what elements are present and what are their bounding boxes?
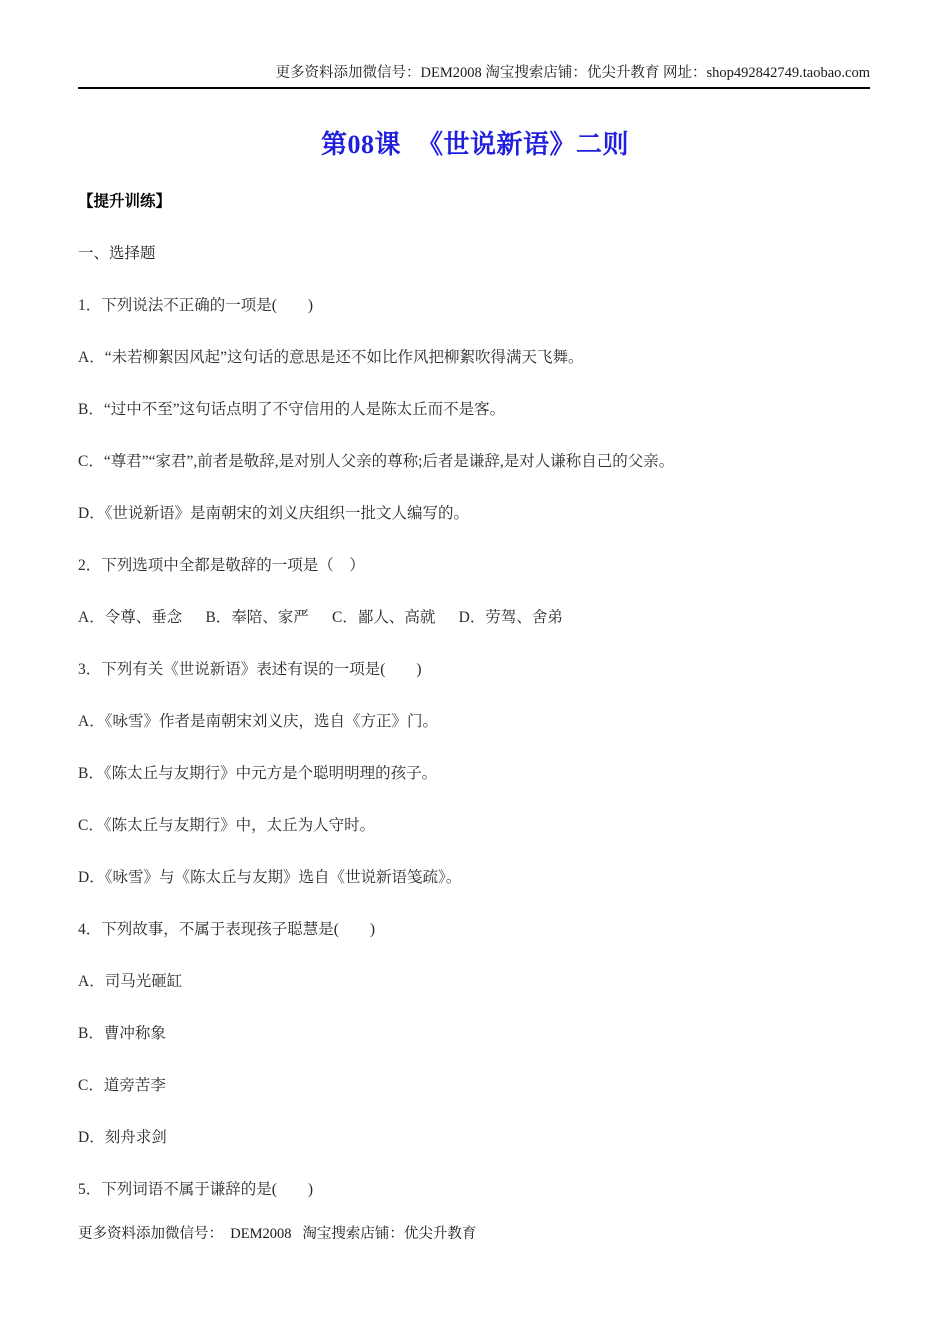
question-3-option-b: B．《陈太丘与友期行》中元方是个聪明明理的孩子。 xyxy=(78,765,438,782)
question-3-option-d: D．《咏雪》与《陈太丘与友期》选自《世说新语笺疏》。 xyxy=(78,869,462,886)
header-divider-rule xyxy=(78,87,870,89)
page-title xyxy=(0,124,950,161)
page-title-lesson: 第08课 xyxy=(320,130,401,159)
running-header-text: 更多资料添加微信号：DEM2008 淘宝搜索店铺：优尖升教育 网址：shop492842749.taobao.com xyxy=(275,65,870,81)
question-1-option-b: B．“过中不至”这句话点明了不守信用的人是陈太丘而不是客。 xyxy=(78,401,506,418)
question-2-stem: 2．下列选项中全都是敬辞的一项是（ ） xyxy=(78,557,365,574)
question-4-option-d: D．刻舟求剑 xyxy=(78,1129,167,1146)
question-4-option-b: B．曹冲称象 xyxy=(78,1025,166,1042)
page-title-name: 《世说新语》二则 xyxy=(417,130,630,159)
question-1-option-c: C．“尊君”“家君”,前者是敬辞,是对别人父亲的尊称;后者是谦辞,是对人谦称自己的父亲。 xyxy=(78,453,675,470)
question-3-stem: 3．下列有关《世说新语》表述有误的一项是( ) xyxy=(78,661,422,678)
question-3-option-a: A．《咏雪》作者是南朝宋刘义庆，选自《方正》门。 xyxy=(78,713,438,730)
question-4-option-c: C．道旁苦李 xyxy=(78,1077,166,1094)
question-1-stem: 1．下列说法不正确的一项是( ) xyxy=(78,297,314,314)
document-body xyxy=(78,192,878,1232)
question-2-options-row: A．令尊、垂念 B．奉陪、家严 C．鄙人、高就 D．劳驾、舍弟 xyxy=(78,609,563,626)
question-1-option-d: D．《世说新语》是南朝宋的刘义庆组织一批文人编写的。 xyxy=(78,505,469,522)
section-block-heading: 【提升训练】 xyxy=(78,193,172,210)
running-header xyxy=(78,62,870,89)
question-3-option-c: C．《陈太丘与友期行》中，太丘为人守时。 xyxy=(78,817,376,834)
question-4-option-a: A．司马光砸缸 xyxy=(78,973,183,990)
question-1-option-a: A．“未若柳絮因风起”这句话的意思是还不如比作风把柳絮吹得满天飞舞。 xyxy=(78,349,584,366)
question-4-stem: 4．下列故事，不属于表现孩子聪慧是( ) xyxy=(78,921,376,938)
question-5-stem: 5．下列词语不属于谦辞的是( ) xyxy=(78,1181,314,1198)
running-footer-text: 更多资料添加微信号： DEM2008 淘宝搜索店铺：优尖升教育 xyxy=(78,1226,477,1242)
section-label-choice-questions: 一、选择题 xyxy=(78,245,156,262)
